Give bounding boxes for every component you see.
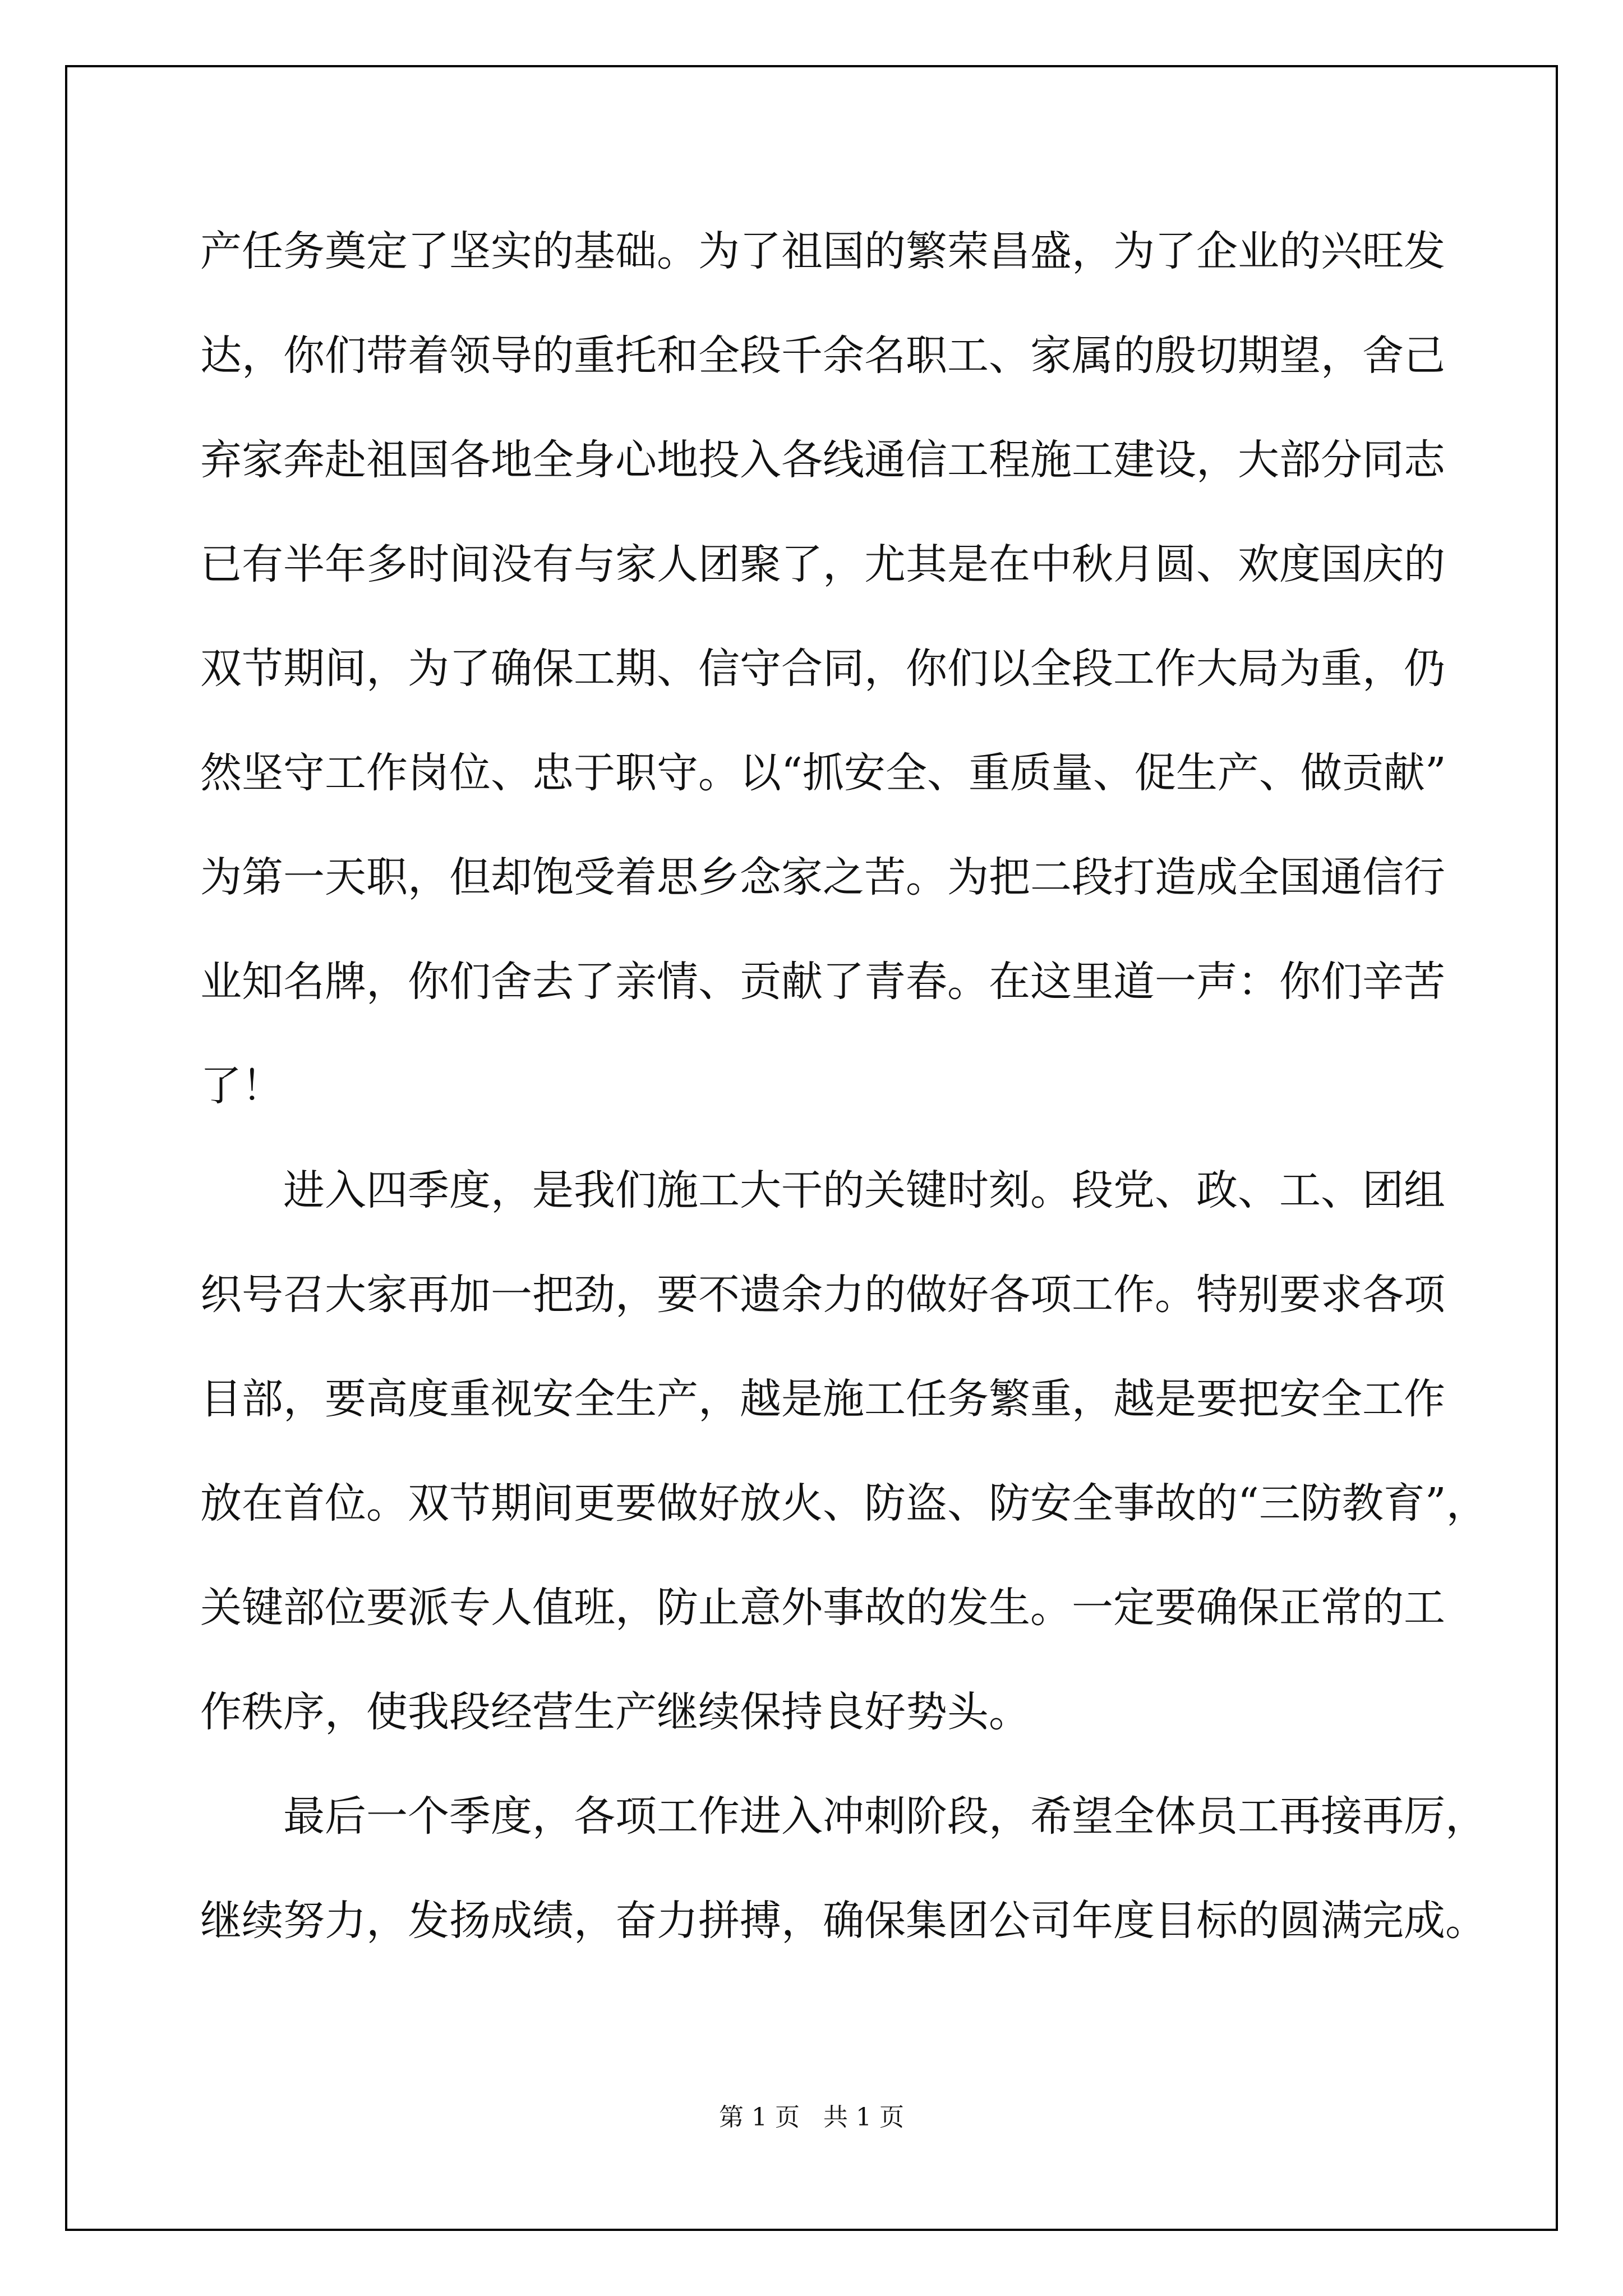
text-line: 放在首位。双节期间更要做好放火、防盗、防安全事故的“三防教育”，	[200, 1479, 1488, 1527]
text-line: 已有半年多时间没有与家人团聚了，尤其是在中秋月圆、欢度国庆的	[200, 540, 1445, 588]
text-line: 织号召大家再加一把劲，要不遗余力的做好各项工作。特别要求各项	[200, 1271, 1445, 1319]
text-line: 作秩序，使我段经营生产继续保持良好势头。	[200, 1688, 1030, 1736]
text-line: 弃家奔赴祖国各地全身心地投入各线通信工程施工建设，大部分同志	[200, 436, 1445, 484]
document-body	[200, 199, 1488, 1973]
text-line: 双节期间，为了确保工期、信守合同，你们以全段工作大局为重，仍	[200, 645, 1445, 693]
page-footer: 第 1 页 共 1 页	[719, 2103, 904, 2132]
text-line: 产任务奠定了坚实的基础。为了祖国的繁荣昌盛，为了企业的兴旺发	[200, 227, 1445, 275]
paragraph-start-line: 进入四季度，是我们施工大干的关键时刻。段党、政、工、团组	[283, 1166, 1445, 1214]
text-line: 关键部位要派专人值班，防止意外事故的发生。一定要确保正常的工	[200, 1584, 1445, 1632]
text-line: 目部，要高度重视安全生产，越是施工任务繁重，越是要把安全工作	[200, 1375, 1445, 1423]
text-line: 为第一天职，但却饱受着思乡念家之苦。为把二段打造成全国通信行	[200, 853, 1445, 901]
text-line: 了！	[200, 1062, 283, 1110]
text-line: 业知名牌，你们舍去了亲情、贡献了青春。在这里道一声：你们辛苦	[200, 958, 1445, 1006]
text-line: 然坚守工作岗位、忠于职守。以“抓安全、重质量、促生产、做贡献”	[200, 749, 1446, 797]
text-line: 达，你们带着领导的重托和全段千余名职工、家属的殷切期望，舍己	[200, 332, 1445, 380]
paragraph-start-line: 最后一个季度，各项工作进入冲刺阶段，希望全体员工再接再厉，	[283, 1792, 1487, 1841]
text-line: 继续努力，发扬成绩，奋力拼搏，确保集团公司年度目标的圆满完成。	[200, 1897, 1487, 1945]
